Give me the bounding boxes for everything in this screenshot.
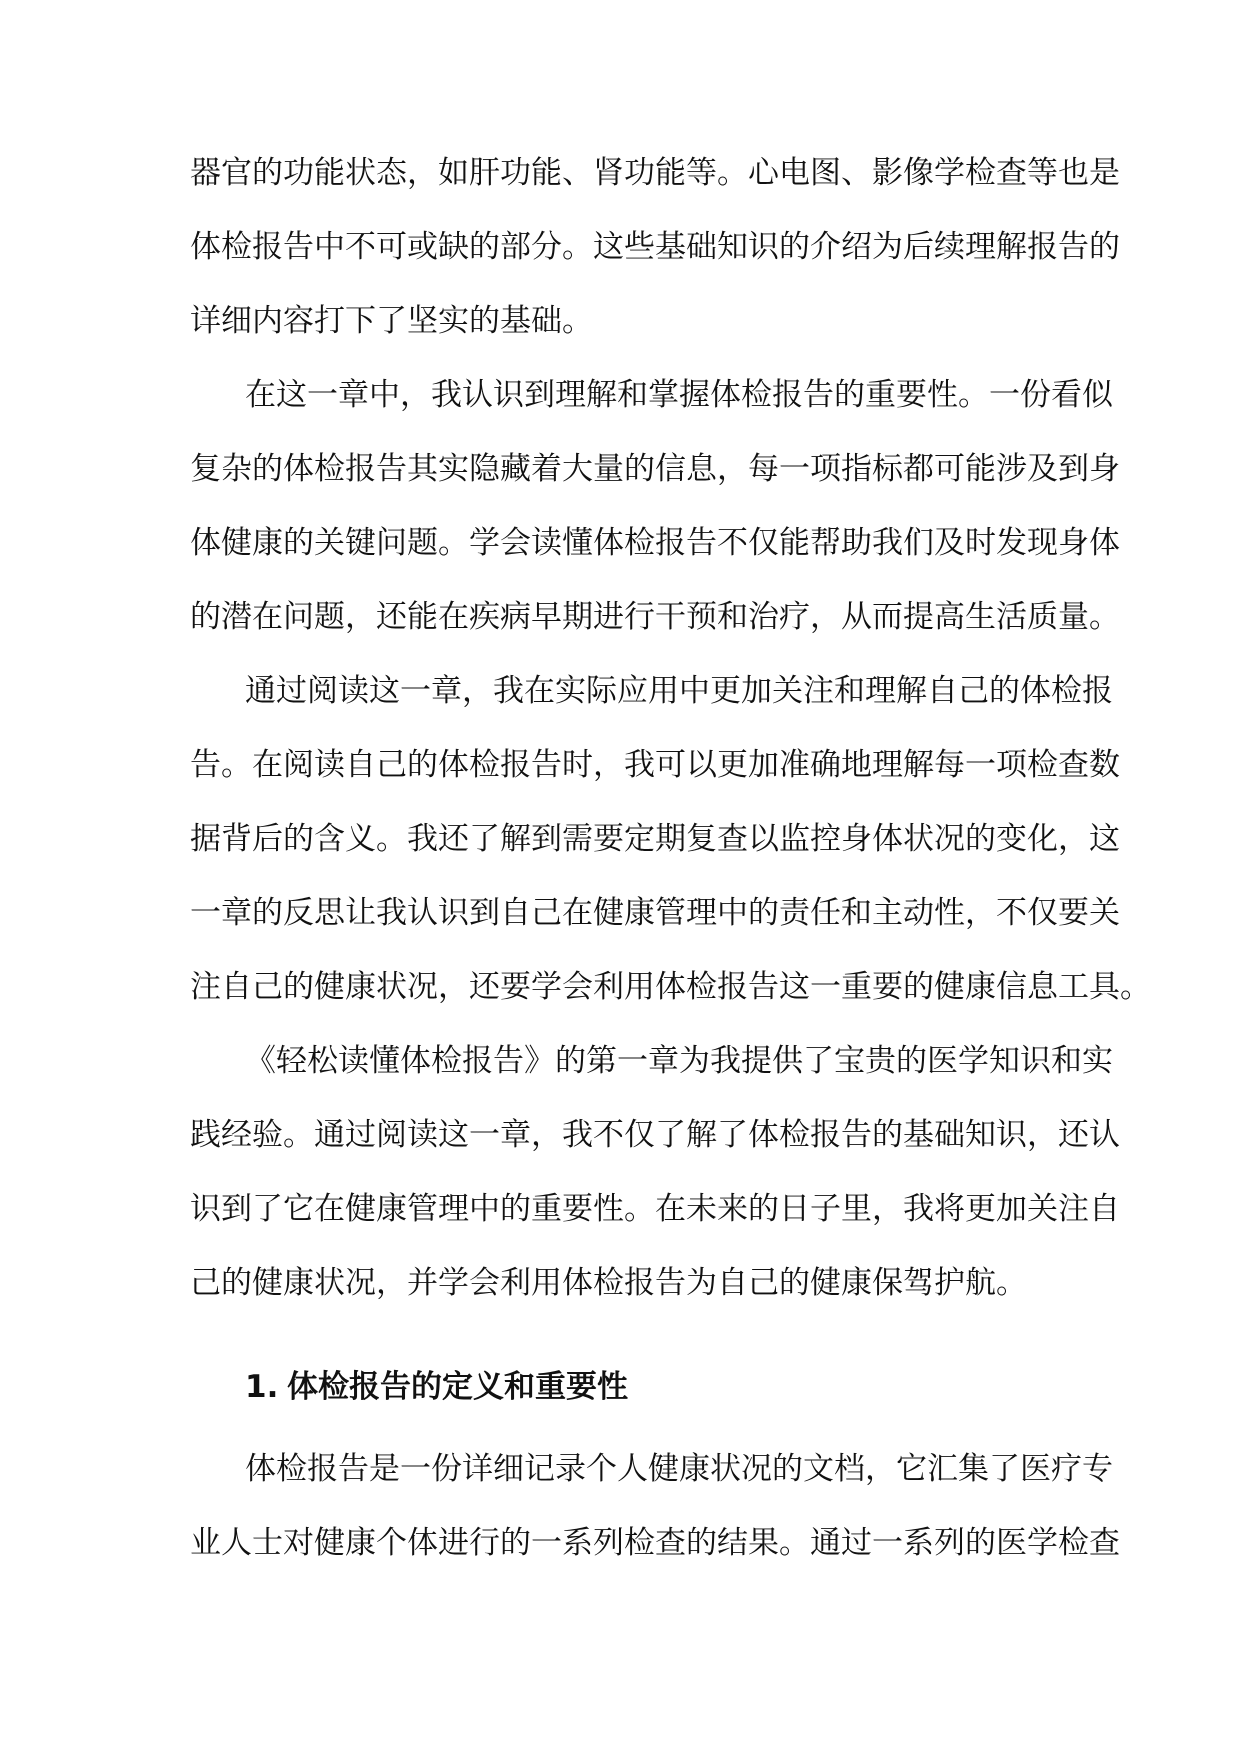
paragraph-line: 注自己的健康状况，还要学会利用体检报告这一重要的健康信息工具。	[190, 969, 1151, 1005]
paragraph-line: 器官的功能状态，如肝功能、肾功能等。心电图、影像学检查等也是	[190, 155, 1120, 191]
paragraph-line: 一章的反思让我认识到自己在健康管理中的责任和主动性，不仅要关	[190, 895, 1120, 931]
section-heading	[245, 1367, 945, 1407]
paragraph-line: 体检报告是一份详细记录个人健康状况的文档，它汇集了医疗专	[245, 1451, 1113, 1487]
paragraph-line: 体检报告中不可或缺的部分。这些基础知识的介绍为后续理解报告的	[190, 229, 1120, 265]
paragraph-line: 体健康的关键问题。学会读懂体检报告不仅能帮助我们及时发现身体	[190, 525, 1120, 561]
section-title: 体检报告的定义和重要性	[287, 1369, 628, 1405]
paragraph-line: 在这一章中，我认识到理解和掌握体检报告的重要性。一份看似	[245, 377, 1113, 413]
paragraph-line: 通过阅读这一章，我在实际应用中更加关注和理解自己的体检报	[245, 673, 1113, 709]
paragraph-line: 识到了它在健康管理中的重要性。在未来的日子里，我将更加关注自	[190, 1191, 1120, 1227]
paragraph-line: 的潜在问题，还能在疾病早期进行干预和治疗，从而提高生活质量。	[190, 599, 1120, 635]
paragraph-line: 践经验。通过阅读这一章，我不仅了解了体检报告的基础知识，还认	[190, 1117, 1120, 1153]
paragraph-line: 告。在阅读自己的体检报告时，我可以更加准确地理解每一项检查数	[190, 747, 1120, 783]
paragraph-line: 复杂的体检报告其实隐藏着大量的信息，每一项指标都可能涉及到身	[190, 451, 1120, 487]
paragraph-line: 详细内容打下了坚实的基础。	[190, 303, 593, 339]
section-number: 1.	[245, 1369, 279, 1405]
paragraph-line: 己的健康状况，并学会利用体检报告为自己的健康保驾护航。	[190, 1265, 1027, 1301]
paragraph-line: 《轻松读懂体检报告》的第一章为我提供了宝贵的医学知识和实	[245, 1043, 1113, 1079]
paragraph-line: 据背后的含义。我还了解到需要定期复查以监控身体状况的变化，这	[190, 821, 1120, 857]
paragraph-line: 业人士对健康个体进行的一系列检查的结果。通过一系列的医学检查	[190, 1525, 1120, 1561]
